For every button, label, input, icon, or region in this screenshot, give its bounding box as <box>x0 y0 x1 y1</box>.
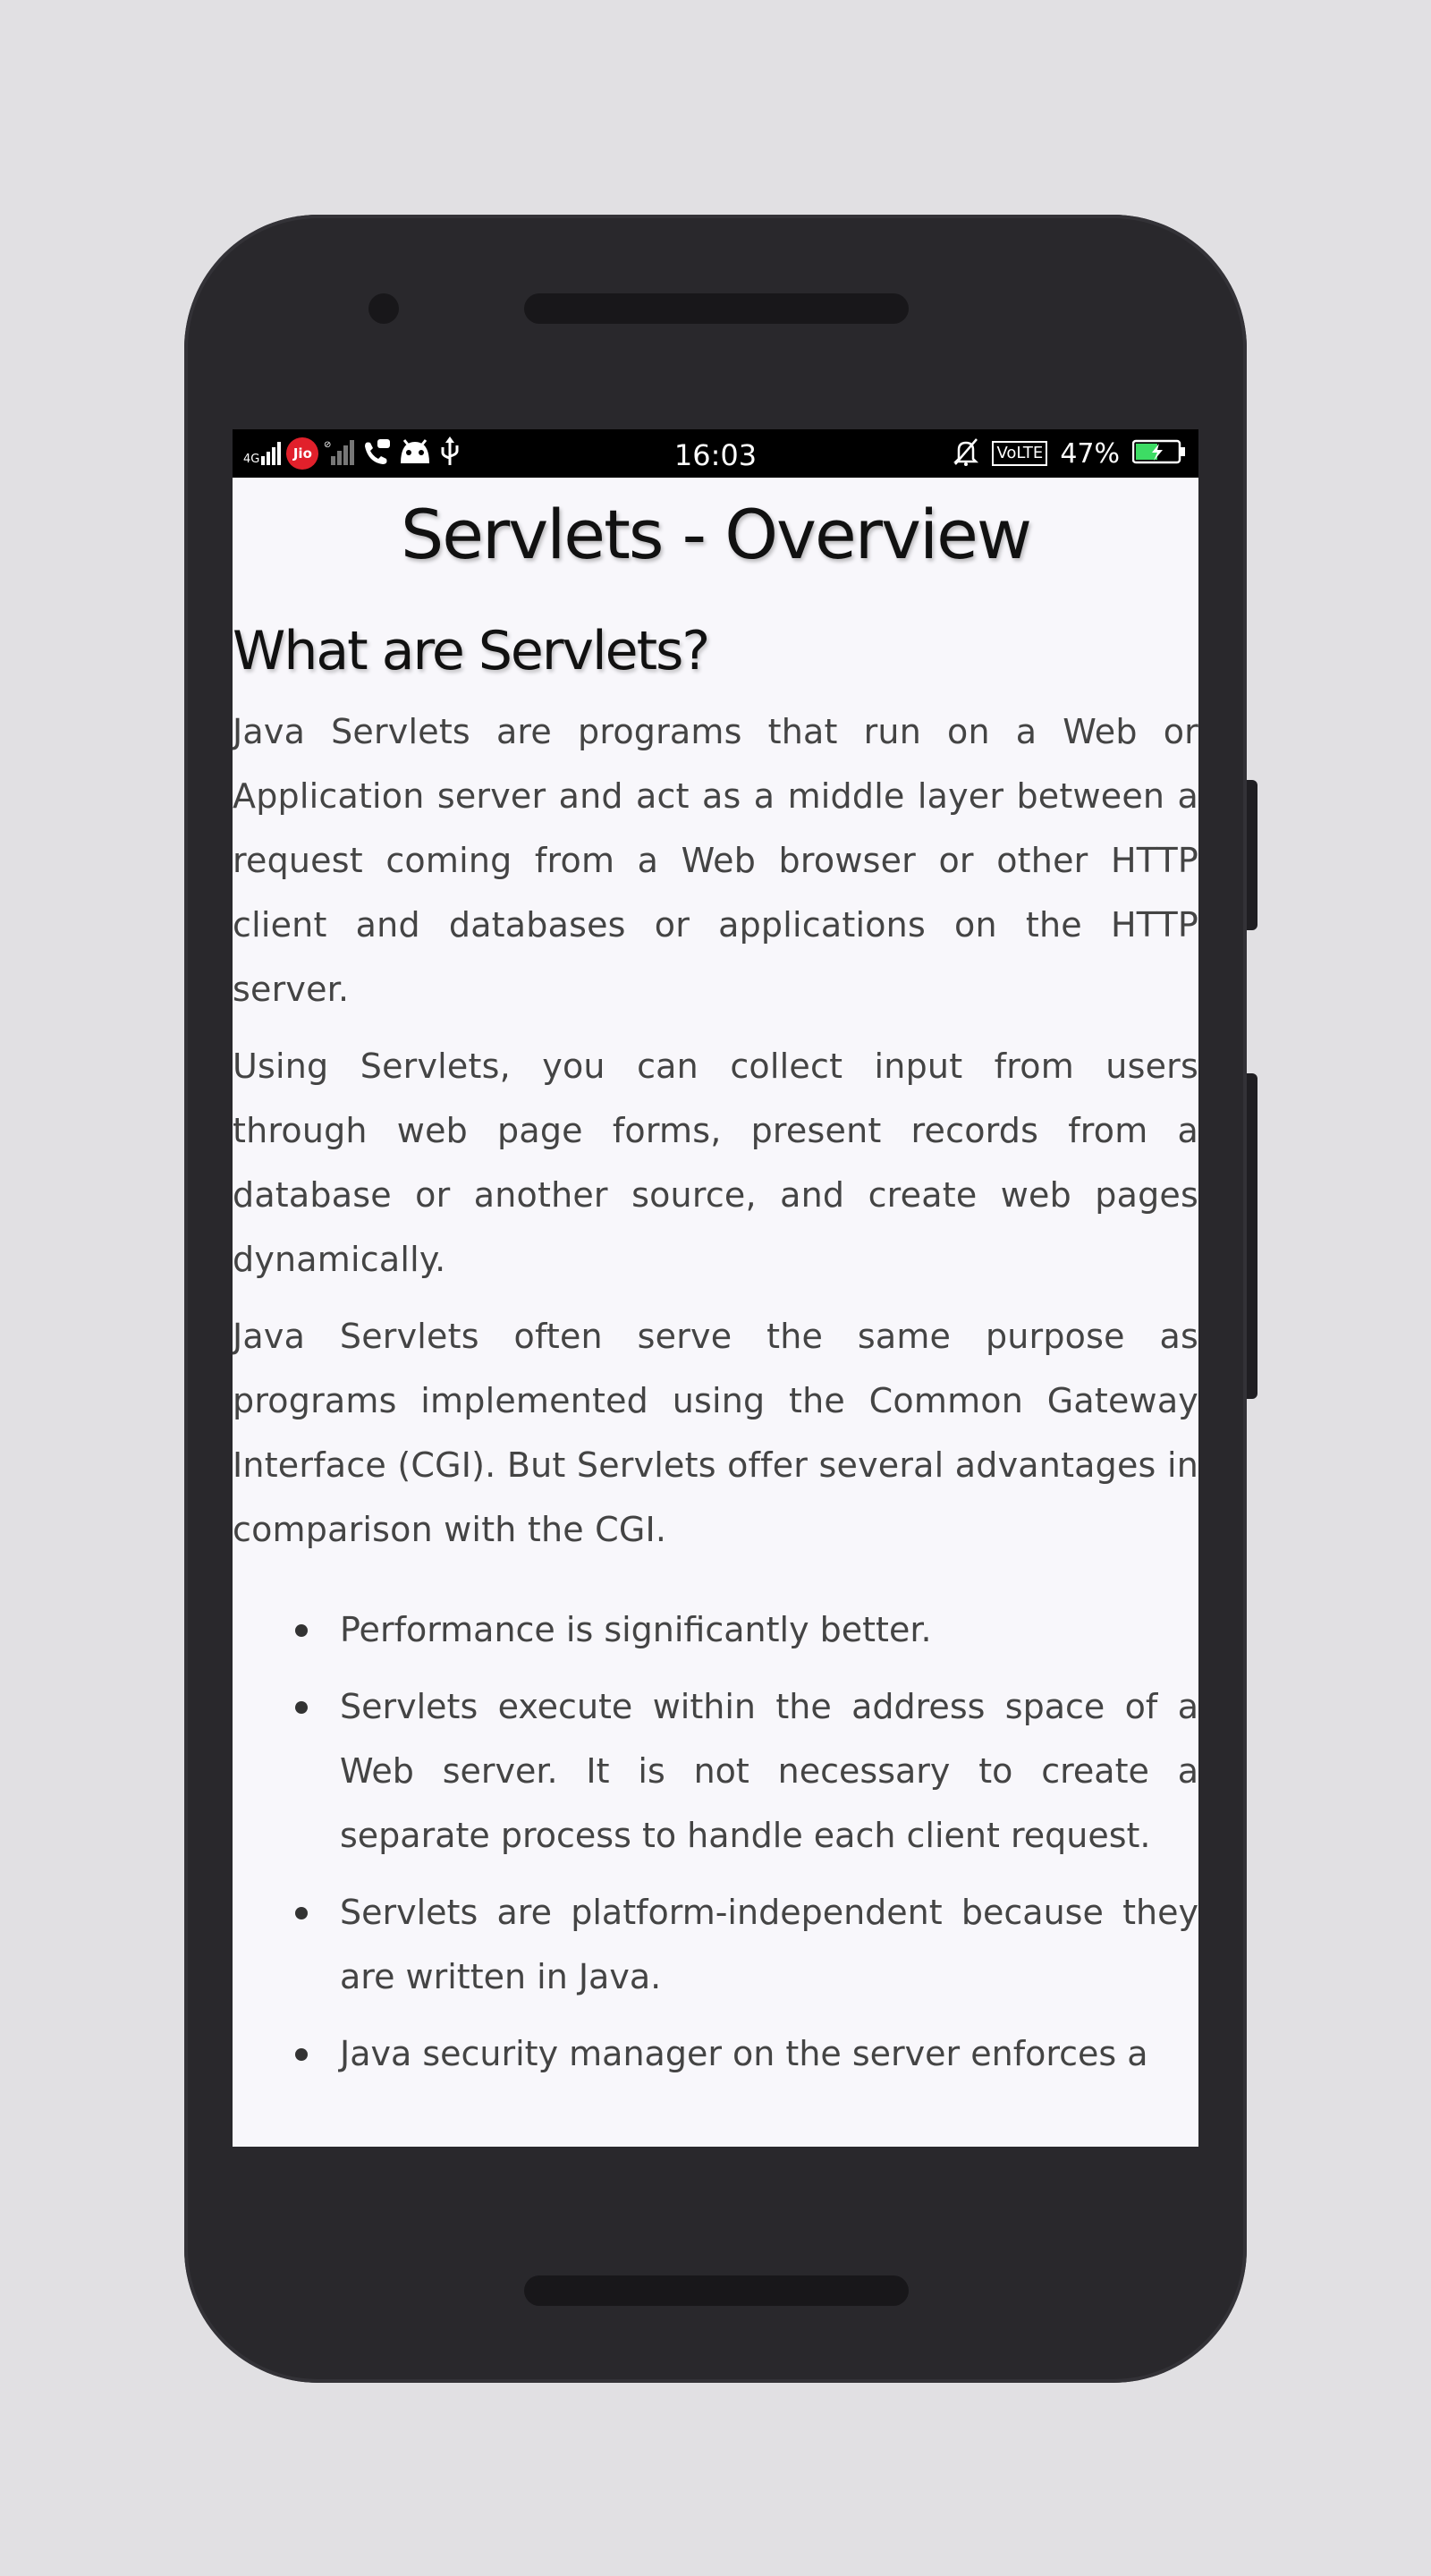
list-item <box>233 1880 1198 2009</box>
status-bar-right <box>953 436 1186 470</box>
network-type-label: 4G <box>243 453 260 466</box>
list-item-text: Servlets execute within the address space of a Web server. It is not necessary to create a separate process to handle each client request. <box>340 1687 1198 1855</box>
status-bar <box>233 429 1198 478</box>
status-time: 16:03 <box>673 438 758 472</box>
intro-paragraph: Java Servlets are programs that run on a Web or Application server and act as a middle layer between a request coming from a Web browser or other HTTP client and databases or applications on the HTTP server. <box>233 712 1198 1009</box>
bullet-icon <box>295 1701 308 1714</box>
battery-percent: 47% <box>1060 437 1120 470</box>
svg-text:⊘: ⊘ <box>324 440 332 450</box>
advantages-list <box>233 1597 1198 2086</box>
list-item-text: Java security manager on the server enforces a <box>340 2034 1148 2073</box>
earpiece-speaker <box>524 293 909 324</box>
volte-indicator: VoLTE <box>992 441 1047 466</box>
list-item-text: Performance is significantly better. <box>340 1610 932 1649</box>
article-content <box>233 478 1198 2098</box>
bullet-icon <box>295 2048 308 2061</box>
battery-charging-icon <box>1132 438 1186 469</box>
page-title: Servlets - Overview <box>400 495 1031 574</box>
bullet-icon <box>295 1907 308 1919</box>
bullet-icon <box>295 1624 308 1637</box>
list-item <box>233 2021 1198 2086</box>
phone-volume-button <box>1247 1073 1257 1399</box>
mute-bell-icon <box>953 437 979 470</box>
list-item <box>233 1674 1198 1868</box>
cgi-paragraph: Java Servlets often serve the same purpose as programs implemented using the Common Gateway Interface (CGI). But Servlets offer several advantages in comparison with the CGI. <box>233 1317 1198 1549</box>
carrier-badge-label: Jio <box>292 445 312 462</box>
list-item <box>233 1597 1198 1662</box>
usage-paragraph: Using Servlets, you can collect input from users through web page forms, present records from a database or another source, and create web pages dynamically. <box>233 1046 1198 1279</box>
device-screen <box>233 429 1198 2147</box>
list-item-text: Servlets are platform-independent because they are written in Java. <box>340 1893 1198 1996</box>
bottom-speaker <box>524 2275 909 2306</box>
front-camera <box>368 293 399 324</box>
phone-power-button <box>1247 780 1257 930</box>
section-heading: What are Servlets? <box>233 620 709 682</box>
